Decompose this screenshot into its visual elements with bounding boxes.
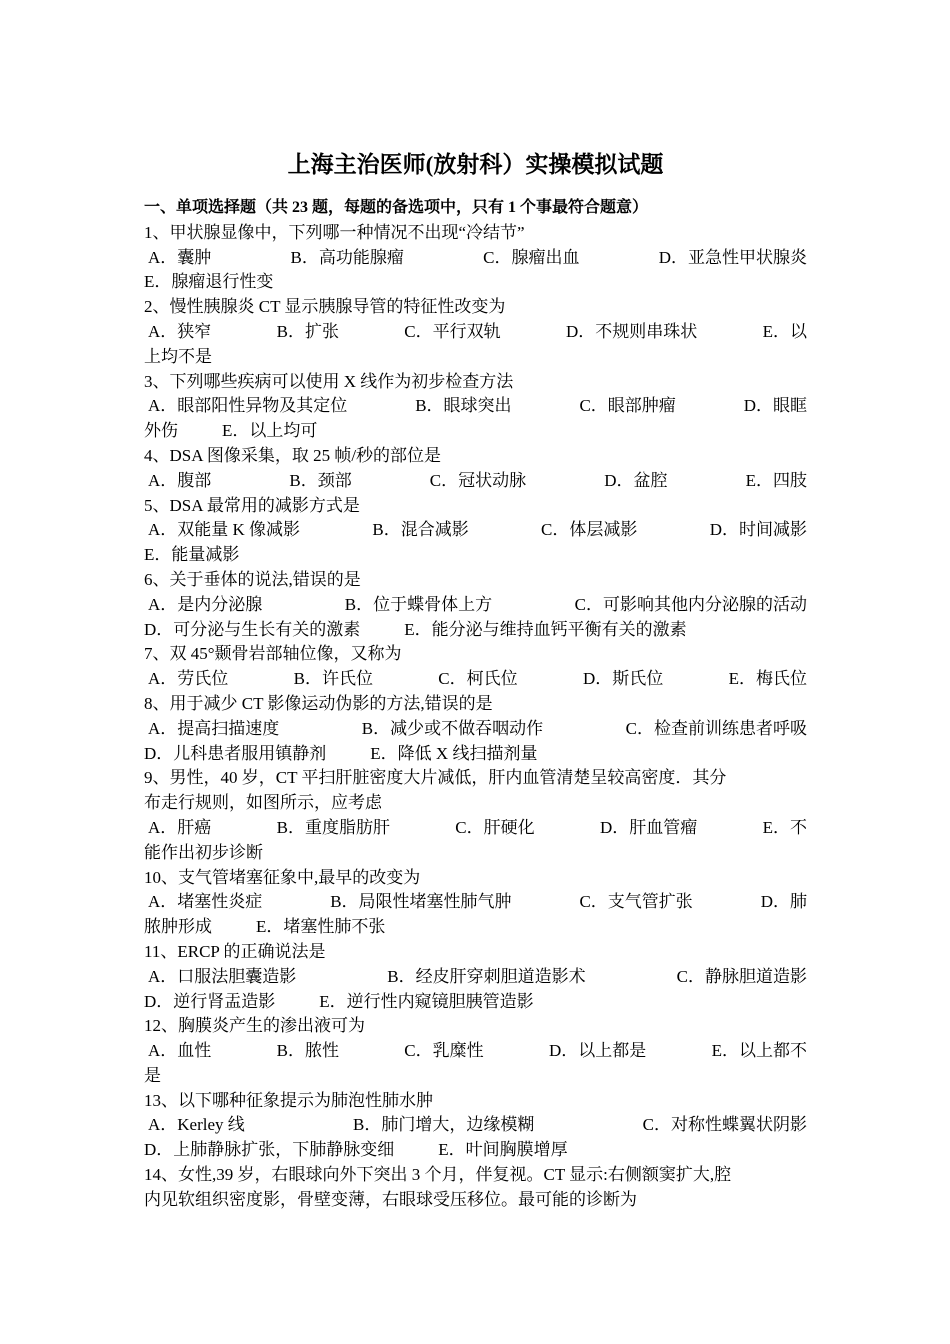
answer-option: B．位于蝶骨体上方 <box>344 594 493 614</box>
option-line <box>144 717 807 742</box>
answer-option: E．以 <box>762 321 807 341</box>
question-text: 12、胸膜炎产生的渗出液可为 <box>144 1016 365 1036</box>
question-list <box>144 221 807 1213</box>
option-line <box>144 890 807 915</box>
answer-option: D．肺 <box>760 892 807 912</box>
answer-option: E．能分泌与维持血钙平衡有关的激素 <box>404 619 687 639</box>
answer-option: D．逆行肾盂造影 <box>144 991 276 1011</box>
answer-option: 上均不是 <box>144 346 212 366</box>
answer-option: B．局限性堵塞性肺气肿 <box>330 892 512 912</box>
answer-option: D．以上都是 <box>548 1041 647 1061</box>
answer-option: A．劳氏位 <box>148 669 229 689</box>
option-line <box>144 1138 807 1163</box>
question-item <box>144 642 807 692</box>
answer-option: D．可分泌与生长有关的激素 <box>144 619 361 639</box>
option-line <box>144 394 807 419</box>
option-line <box>144 816 807 841</box>
question-item <box>144 766 807 865</box>
answer-option: A．囊肿 <box>148 247 212 267</box>
answer-option: A．腹部 <box>148 470 212 490</box>
question-text: 5、DSA 最常用的减影方式是 <box>144 495 360 515</box>
option-line <box>144 345 807 370</box>
answer-option: A．Kerley 线 <box>148 1115 245 1135</box>
question-text: 8、用于减少 CT 影像运动伪影的方法,错误的是 <box>144 693 493 713</box>
question-item <box>144 940 807 1014</box>
answer-option: B．许氏位 <box>293 669 373 689</box>
option-line <box>144 965 807 990</box>
answer-option: E．以上均可 <box>222 421 318 441</box>
answer-option: 是 <box>144 1065 161 1085</box>
option-line <box>144 593 807 618</box>
option-line <box>144 742 807 767</box>
answer-option: E．叶间胸膜增厚 <box>438 1140 568 1160</box>
answer-option: C．平行双轨 <box>404 321 501 341</box>
answer-option: B．混合减影 <box>372 520 469 540</box>
answer-option: B．经皮肝穿刺胆道造影术 <box>387 966 586 986</box>
answer-option: C．检查前训练患者呼吸 <box>625 718 807 738</box>
question-item <box>144 370 807 444</box>
answer-option: E．逆行性内窥镜胆胰管造影 <box>319 991 534 1011</box>
section-heading: 一、单项选择题（共 23 题，每题的备选项中，只有 1 个事最符合题意） <box>144 199 649 216</box>
answer-option: C．冠状动脉 <box>429 470 527 490</box>
answer-option: C．腺瘤出血 <box>483 247 580 267</box>
option-line <box>144 320 807 345</box>
question-item <box>144 444 807 494</box>
option-line <box>144 841 807 866</box>
answer-option: B．肺门增大，边缘模糊 <box>353 1115 535 1135</box>
answer-option: E．四肢 <box>745 470 807 490</box>
option-line <box>144 1039 807 1064</box>
option-line <box>144 518 807 543</box>
option-line <box>144 618 807 643</box>
question-item <box>144 295 807 369</box>
option-line <box>144 469 807 494</box>
question-text: 6、关于垂体的说法,错误的是 <box>144 569 361 589</box>
option-line <box>144 990 807 1015</box>
answer-option: A．是内分泌腺 <box>148 594 263 614</box>
question-text: 10、支气管堵塞征象中,最早的改变为 <box>144 867 421 887</box>
question-text-continued: 布走行规则，如图所示，应考虑 <box>144 793 382 813</box>
question-item <box>144 1163 807 1213</box>
answer-option: D．时间减影 <box>709 520 807 540</box>
option-line <box>144 246 807 271</box>
question-item <box>144 692 807 766</box>
question-item <box>144 494 807 568</box>
answer-option: E．降低 X 线扫描剂量 <box>370 743 538 763</box>
answer-option: A．口服法胆囊造影 <box>148 966 297 986</box>
answer-option: D．上肺静脉扩张，下肺静脉变细 <box>144 1140 395 1160</box>
question-text: 3、下列哪些疾病可以使用 X 线作为初步检查方法 <box>144 371 514 391</box>
document-page <box>144 150 807 1213</box>
answer-option: D．眼眶 <box>743 396 807 416</box>
option-line <box>144 1113 807 1138</box>
option-line <box>144 1064 807 1089</box>
page-title: 上海主治医师(放射科）实操模拟试题 <box>287 152 664 177</box>
question-text: 1、甲状腺显像中，下列哪一种情况不出现“冷结节” <box>144 222 525 242</box>
option-line <box>144 543 807 568</box>
answer-option: B．眼球突出 <box>415 396 512 416</box>
answer-option: 能作出初步诊断 <box>144 842 263 862</box>
question-text: 13、以下哪种征象提示为肺泡性肺水肿 <box>144 1090 433 1110</box>
question-text: 14、女性,39 岁，右眼球向外下突出 3 个月，伴复视。CT 显示:右侧额窦扩大,腔 <box>144 1165 732 1185</box>
answer-option: E．腺瘤退行性变 <box>144 272 274 292</box>
question-text-continued: 内见软组织密度影，骨壁变薄，右眼球受压移位。最可能的诊断为 <box>144 1189 637 1209</box>
answer-option: E．能量减影 <box>144 545 240 565</box>
answer-option: A．眼部阳性异物及其定位 <box>148 396 348 416</box>
answer-option: C．肝硬化 <box>455 817 535 837</box>
answer-option: C．乳糜性 <box>404 1041 484 1061</box>
answer-option: C．眼部肿瘤 <box>579 396 676 416</box>
question-item <box>144 1089 807 1163</box>
option-line <box>144 270 807 295</box>
question-text: 11、ERCP 的正确说法是 <box>144 941 326 961</box>
answer-option: D．斯氏位 <box>582 669 664 689</box>
answer-option: B．重度脂肪肝 <box>276 817 390 837</box>
answer-option: B．减少或不做吞咽动作 <box>361 718 544 738</box>
question-item <box>144 866 807 940</box>
answer-option: D．儿科患者服用镇静剂 <box>144 743 327 763</box>
question-text: 9、男性，40 岁，CT 平扫肝脏密度大片减低，肝内血管清楚呈较高密度．其分 <box>144 768 727 788</box>
answer-option: D．肝血管瘤 <box>599 817 698 837</box>
answer-option: C．支气管扩张 <box>579 892 693 912</box>
answer-option: A．双能量 K 像减影 <box>148 520 301 540</box>
answer-option: D．不规则串珠状 <box>565 321 698 341</box>
question-text: 4、DSA 图像采集，取 25 帧/秒的部位是 <box>144 445 442 465</box>
answer-option: C．静脉胆道造影 <box>676 966 807 986</box>
answer-option: B．扩张 <box>276 321 339 341</box>
answer-option: 脓肿形成 <box>144 917 212 937</box>
question-item <box>144 1014 807 1088</box>
answer-option: C．可影响其他内分泌腺的活动 <box>574 594 807 614</box>
question-text: 2、慢性胰腺炎 CT 显示胰腺导管的特征性改变为 <box>144 297 506 317</box>
answer-option: E．堵塞性肺不张 <box>256 917 386 937</box>
option-line <box>144 915 807 940</box>
option-line <box>144 419 807 444</box>
answer-option: A．血性 <box>148 1041 212 1061</box>
answer-option: B．高功能腺瘤 <box>290 247 404 267</box>
question-item <box>144 568 807 642</box>
answer-option: C．体层减影 <box>541 520 638 540</box>
answer-option: A．狭窄 <box>148 321 212 341</box>
answer-option: A．堵塞性炎症 <box>148 892 263 912</box>
answer-option: E．以上都不 <box>711 1041 807 1061</box>
answer-option: E．不 <box>762 817 807 837</box>
answer-option: B．脓性 <box>276 1041 339 1061</box>
answer-option: C．柯氏位 <box>438 669 518 689</box>
answer-option: D．亚急性甲状腺炎 <box>658 247 807 267</box>
option-line <box>144 667 807 692</box>
answer-option: E．梅氏位 <box>728 669 807 689</box>
answer-option: B．颈部 <box>289 470 352 490</box>
answer-option: A．提高扫描速度 <box>148 718 280 738</box>
question-text: 7、双 45°颞骨岩部轴位像，又称为 <box>144 644 402 664</box>
answer-option: A．肝癌 <box>148 817 212 837</box>
answer-option: D．盆腔 <box>604 470 668 490</box>
answer-option: C．对称性蝶翼状阴影 <box>642 1115 807 1135</box>
answer-option: 外伤 <box>144 421 178 441</box>
question-item <box>144 221 807 295</box>
